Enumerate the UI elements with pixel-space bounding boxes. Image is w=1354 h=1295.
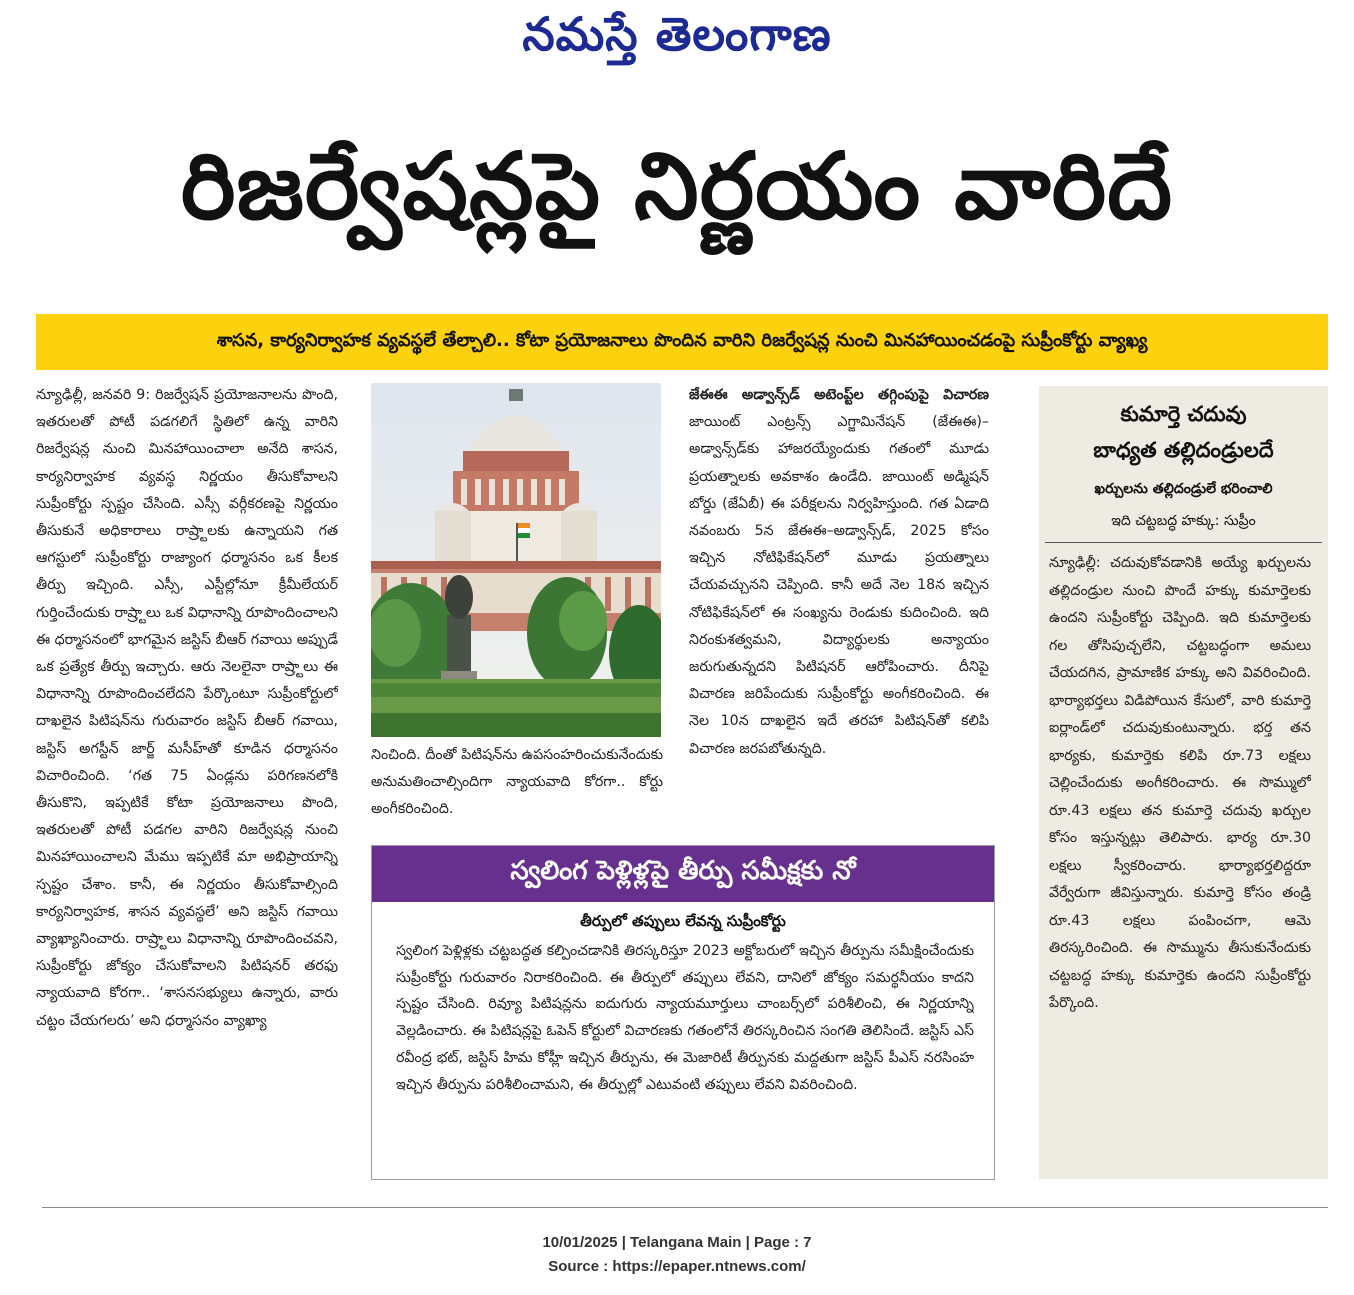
sidebar-subtitle-1: ఖర్చులను తల్లిదండ్రులే భరించాలి [1094, 481, 1273, 497]
main-article-continuation: నించింది. దీంతో పిటిషన్‌ను ఉపసంహరించుకునేందుకు అనుమతించాల్సిందిగా న్యాయవాది కోరగా.. కోర్టు అంగీకరించింది. [371, 747, 663, 818]
sidebar-subtitle-2: ఇది చట్టబద్ధ హక్కు: సుప్రీం [1111, 513, 1256, 529]
same-sex-marriage-article [371, 845, 995, 1180]
supreme-court-photo [371, 383, 661, 737]
subheadline-banner: శాసన, కార్యనిర్వాహక వ్యవస్థలే తేల్చాలి.. కోటా ప్రయోజనాలు పొందిన వారిని రిజర్వేషన్ల నుంచి మినహాయించడంపై సుప్రీంకోర్టు వ్యాఖ్య [36, 314, 1328, 370]
edition-info: 10/01/2025 | Telangana Main | Page : 7 [542, 1234, 812, 1251]
main-headline: రిజర్వేషన్లపై నిర్ణయం వారిదే [180, 133, 1174, 240]
newspaper-title: నమస్తే తెలంగాణ [522, 7, 832, 61]
masthead [0, 0, 1354, 80]
sidebar-divider [1045, 542, 1322, 543]
jee-article-body: జాయింట్ ఎంట్రన్స్ ఎగ్జామినేషన్ (జేఈఈ)–అడ్వాన్స్‌డ్‌కు హాజరయ్యేందుకు గతంలో మూడు ప్రయత్నాలకు అవకాశం ఉండేది. జాయింట్ అడ్మిషన్ బోర్డు (జేఏబీ) ఈ పరీక్షలను నిర్వహిస్తుంది. గత ఏడాది నవంబరు 5న జేఈఈ–అడ్వాన్స్‌డ్, 2025 కోసం ఇచ్చిన నోటిఫికేషన్‌లో మూడు ప్రయత్నాలు చేయవచ్చునని చెప్పింది. కానీ అదే నెల 18న ఇచ్చిన నోటిఫికేషన్‌లో ఈ సంఖ్యను రెండుకు కుదించింది. ఇది నిరంకుశత్వమని, విద్యార్థులకు అన్యాయం జరుగుతున్నదని పిటిషనర్ ఆరోపించారు. దీనిపై విచారణ జరిపేందుకు సుప్రీంకోర్టు అంగీకరించింది. ఈ నెల 10న దాఖలైన ఇదే తరహా పిటిషన్‌తో కలిపి విచారణ జరపబోతున్నది. [689, 414, 989, 757]
sidebar-title [1039, 396, 1328, 468]
main-article-column-1: న్యూఢిల్లీ, జనవరి 9: రిజర్వేషన్ ప్రయోజనాలను పొంది, ఇతరులతో పోటీ పడగలిగే స్థితిలో ఉన్న వారిని రిజర్వేషన్ల నుంచి మినహాయించాలా అనేది శాసన, కార్యనిర్వాహక వ్యవస్థ నిర్ణయం తీసుకోవాలని సుప్రీంకోర్టు స్పష్టం చేసింది. ఎస్సీ వర్గీకరణపై నిర్ణయం తీసుకునే అధికారాలు రాష్ర్టాలకు ఉన్నాయని గత ఆగస్టులో సుప్రీంకోర్టు రాజ్యాంగ ధర్మాసనం ఒక కీలక తీర్పు ఇచ్చింది. ఎస్సీ, ఎస్టీల్లోనూ క్రీమీలేయర్ గుర్తించేందుకు రాష్ర్టాలు ఒక విధానాన్ని రూపొందించాలని ఈ ధర్మాసనంలో భాగమైన జస్టిస్ బీఆర్ గవాయి అప్పుడే ఒక ప్రత్యేక తీర్పు ఇచ్చారు. ఆరు నెలలైనా రాష్ర్టాలు ఈ విధానాన్ని రూపొందించలేదని పేర్కొంటూ సుప్రీంకోర్టులో దాఖలైన పిటిషన్‌ను గురువారం జస్టిస్ బీఆర్ గవాయి, జస్టిస్ అగస్టీన్ జార్జ్ మసీహ్‌తో కూడిన ధర్మాసనం విచారించింది. ‘గత 75 ఏండ్లను పరిగణనలోకి తీసుకొని, ఇప్పటికే కోటా ప్రయోజనాలు పొంది, ఇతరులతో పోటీ పడగల వారిని రిజర్వేషన్ల నుంచి మినహాయించాలని మేము ఇప్పటికే మా అభిప్రాయాన్ని స్పష్టం చేశాం. కానీ, ఈ నిర్ణయం తీసుకోవాల్సింది కార్యనిర్వాహక, శాసన వ్యవస్థలే’ అని జస్టిస్ గవాయి వ్యాఖ్యానించారు. రాష్ర్టాలు విధానాన్ని రూపొందించవని, సుప్రీంకోర్టు జోక్యం చేసుకోవాలని పిటిషనర్ తరఫు న్యాయవాది కోరగా.. ‘శాసనసభ్యులు ఉన్నారు, వారు చట్టం చేయగలరు’ అని ధర్మాసనం వ్యాఖ్యా [36, 387, 338, 1029]
jee-article [689, 382, 989, 826]
sidebar-body: న్యూఢిల్లీ: చదువుకోవడానికి అయ్యే ఖర్చులను తల్లిదండ్రుల నుంచి పొందే హక్కు కుమార్తెలకు ఉందని సుప్రీంకోర్టు చెప్పింది. ఇది కుమార్తెలకు గల తోసిపుచ్చలేని, చట్టబద్ధంగా అమలు చేయదగిన, ప్రామాణిక హక్కు అని వివరించింది. భార్యాభర్తలు విడిపోయిన కేసులో, వారి కుమార్తె ఐర్లాండ్‌లో చదువుకుంటున్నారు. భర్త తన భార్యకు, కుమార్తెకు కలిపి రూ.73 లక్షలు చెల్లించేందుకు అంగీకరించారు. ఈ సొమ్ములో రూ.43 లక్షలు తన కుమార్తె చదువు ఖర్చుల కోసం ఇస్తున్నట్లు తెలిపారు. భార్య రూ.30 లక్షలు స్వీకరించారు. భార్యాభర్తలిద్దరూ వేర్వేరుగా జీవిస్తున్నారు. కుమార్తె కోసం తండ్రి రూ.43 లక్షలు పంపించగా, ఆమె తిరస్కరించింది. ఈ సొమ్మును తీసుకునేందుకు చట్టబద్ధ హక్కు కుమార్తెకు ఉందని సుప్రీంకోర్టు పేర్కొంది. [1049, 555, 1311, 1011]
sidebar-title-line-1: కుమార్తె చదువు [1120, 402, 1247, 426]
sidebar-title-line-2: బాధ్యత తల్లిదండ్రులదే [1093, 438, 1274, 462]
box-article-body: స్వలింగ పెళ్లిళ్లకు చట్టబద్ధత కల్పించడానికి తిరస్కరిస్తూ 2023 అక్టోబరులో ఇచ్చిన తీర్పును సమీక్షించేందుకు సుప్రీంకోర్టు గురువారం నిరాకరించింది. ఈ తీర్పులో తప్పులు లేవని, దానిలో జోక్యం సమర్థనీయం కాదని స్పష్టం చేసింది. రివ్యూ పిటిషన్లను ఐదుగురు న్యాయమూర్తులు చాంబర్స్‌లో పరిశీలించి, ఈ నిర్ణయాన్ని వెల్లడించారు. ఈ పిటిషన్లపై ఓపెన్ కోర్టులో విచారణకు గతంలోనే తిరస్కరించిన సంగతి తెలిసిందే. జస్టిస్ ఎస్ రవీంద్ర భట్, జస్టిస్ హిమ కోహ్లీ ఇచ్చిన తీర్పును, ఈ మెజారిటీ తీర్పునకు మద్దతుగా జస్టిస్ పీఎస్ నరసింహ ఇచ్చిన తీర్పును పరిశీలించామని, ఈ తీర్పుల్లో ఎటువంటి తప్పులు లేవని వివరించింది. [396, 943, 974, 1093]
jee-article-lead: జేఈఈ అడ్వాన్స్‌డ్ అటెంప్ట్‌ల తగ్గింపుపై విచారణ [689, 387, 989, 403]
source-link: Source : https://epaper.ntnews.com/ [548, 1258, 806, 1275]
sidebar-article [1039, 386, 1328, 1179]
box-article-banner: స్వలింగ పెళ్లిళ్లపై తీర్పు సమీక్షకు నో [372, 846, 994, 902]
footer-divider [42, 1207, 1328, 1208]
box-article-subtitle: తీర్పులో తప్పులు లేవన్న సుప్రీంకోర్టు [580, 912, 786, 930]
